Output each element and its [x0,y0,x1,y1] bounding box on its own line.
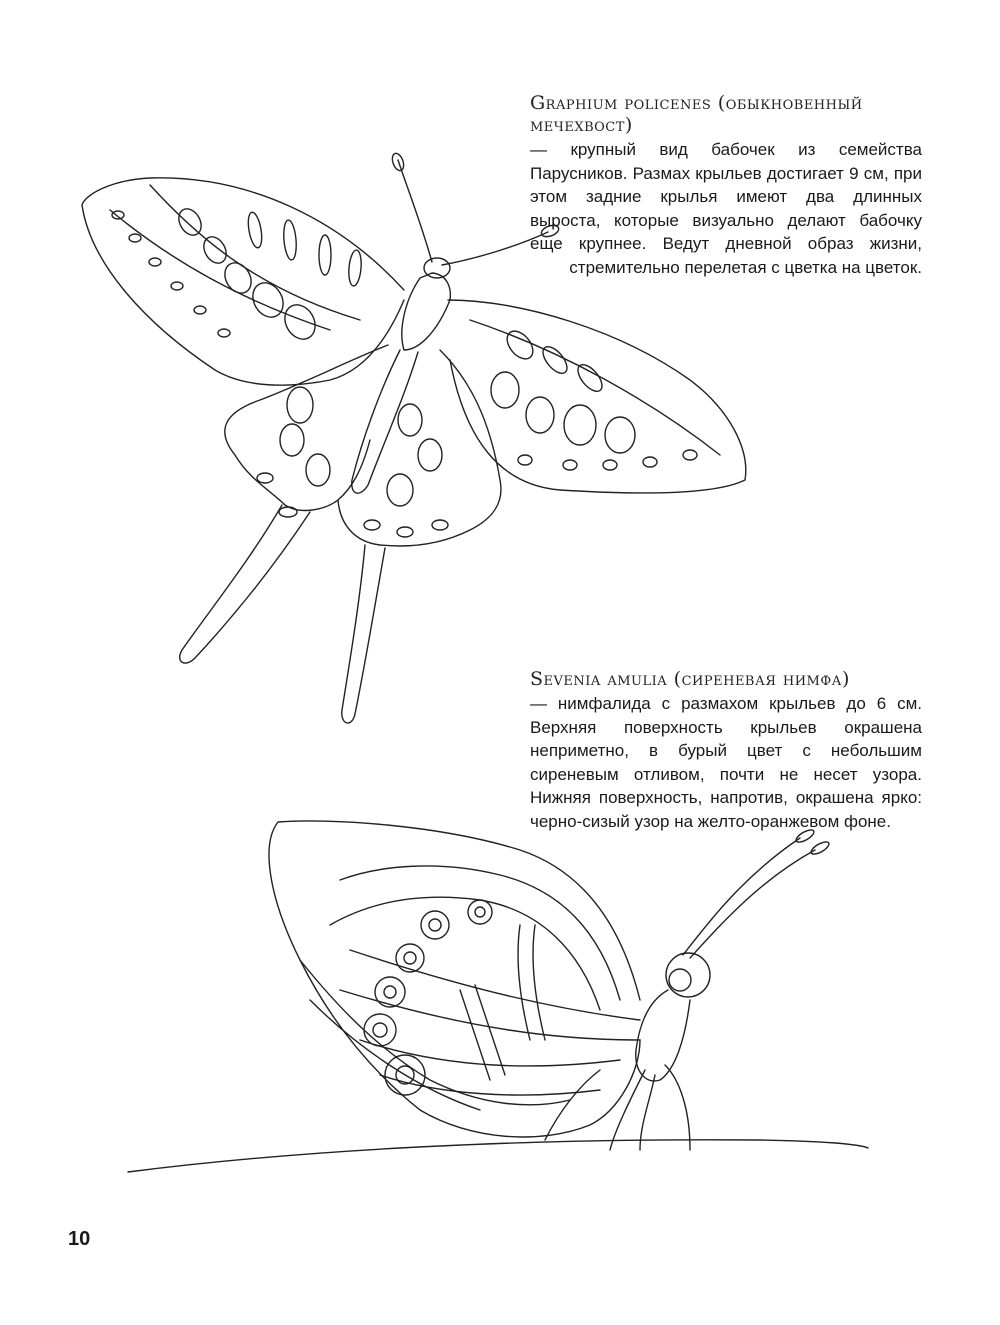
species-description: — нимфалида с размахом крыльев до 6 см. Верхняя поверхность крыльев окрашена неприметно, в бурый цвет с небольшим сиреневым отливом, почти не несет узора. Нижняя поверхность, напротив, окрашена ярко: черно-сизый узор на желто-оранжевом фоне. [530,694,922,831]
nymph-butterfly-illustration [128,821,868,1172]
species-description: — крупный вид бабочек из семейства Парусников. Размах крыльев достигает 9 см, при этом задние крылья имеют два длинных выроста, которые визуально делают бабочку еще крупнее. Ведут дневной образ жизни, стремительно перелетая с цветка на цветок. [530,140,922,277]
species-title: Sevenia amulia (сиреневая нимфа) [530,668,850,690]
species-entry-graphium [530,92,922,279]
page-number: 10 [68,1228,91,1250]
species-entry-sevenia [530,668,922,833]
species-title: Graphium policenes (обыкновенный мечехвост) [530,92,863,136]
